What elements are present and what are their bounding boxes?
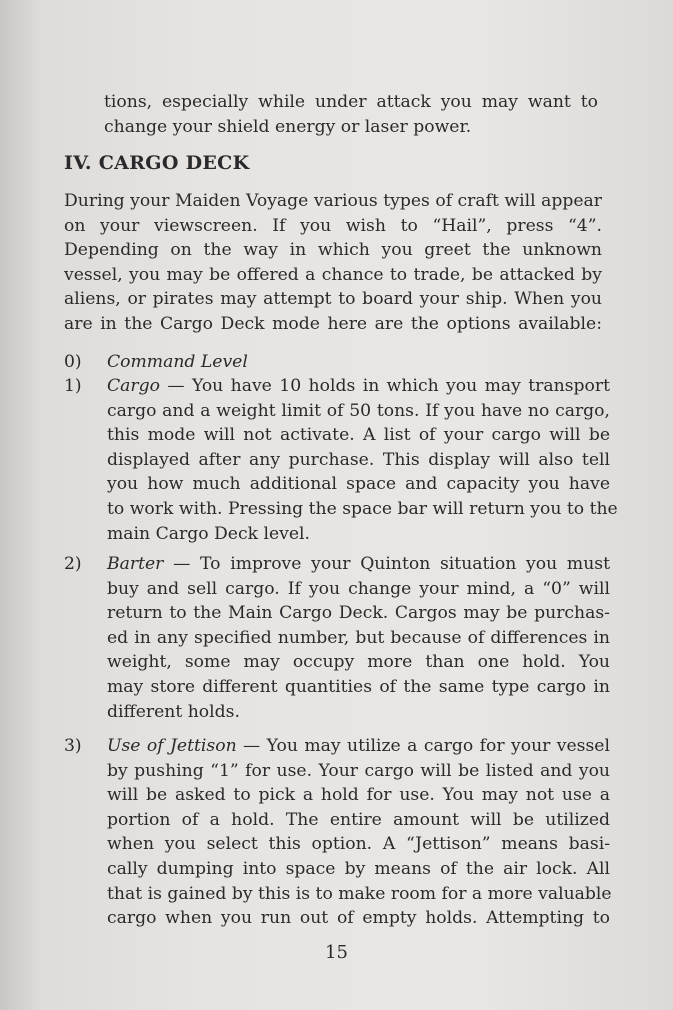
section-paragraph — [64, 189, 602, 337]
text-line: when you select this option. A “Jettison” means basi- — [107, 834, 610, 855]
text-line: that is gained by this is to make room for a more valuable — [107, 883, 612, 904]
option-term: Cargo — [107, 376, 160, 396]
option-term: Barter — [107, 554, 164, 574]
option-number: 2) — [64, 554, 82, 574]
option-body — [107, 374, 618, 546]
option-first-line: — To improve your Quinton situation you must — [163, 554, 610, 574]
section-heading: IV. CARGO DECK — [64, 152, 250, 174]
text-line: weight, some may occupy more than one hold. You — [107, 652, 610, 673]
text-line: return to the Main Cargo Deck. Cargos may be purchas- — [107, 603, 610, 624]
text-line: you how much additional space and capacity you have — [107, 474, 610, 495]
text-line: cally dumping into space by means of the air lock. All — [107, 858, 610, 879]
option-first-line: — You have 10 holds in which you may transport — [159, 376, 610, 396]
option-term: Use of Jettison — [107, 736, 237, 756]
text-line: on your viewscreen. If you wish to “Hail”, press “4”. — [64, 215, 602, 236]
option-number: 0) — [64, 352, 82, 372]
text-line: to work with. Pressing the space bar will return you to the — [107, 498, 618, 519]
text-line: portion of a hold. The entire amount will be utilized — [107, 809, 610, 830]
text-line: change your shield energy or laser power. — [104, 116, 472, 137]
text-line: displayed after any purchase. This display will also tell — [107, 449, 610, 470]
text-line: may store different quantities of the same type cargo in — [107, 676, 610, 697]
option-body — [107, 734, 610, 931]
text-line — [107, 374, 610, 399]
text-line: cargo when you run out of empty holds. Attempting to — [107, 908, 610, 929]
text-line: by pushing “1” for use. Your cargo will be listed and you — [107, 760, 610, 781]
intro-paragraph — [104, 90, 598, 139]
option-term: Command Level — [107, 352, 248, 372]
text-line: During your Maiden Voyage various types of craft will appear — [64, 191, 602, 211]
option-body — [107, 552, 610, 724]
option-body — [107, 350, 610, 375]
text-line: main Cargo Deck level. — [107, 523, 310, 544]
option-number: 3) — [64, 736, 82, 756]
text-line: aliens, or pirates may attempt to board your ship. When you — [64, 289, 602, 310]
text-line: are in the Cargo Deck mode here are the options available: — [64, 313, 602, 334]
page-number: 15 — [325, 942, 348, 963]
text-line: ed in any specified number, but because of differences in — [107, 627, 610, 648]
text-line: tions, especially while under attack you may want to — [104, 92, 598, 112]
text-line: this mode will not activate. A list of your cargo will be — [107, 425, 610, 446]
text-line — [107, 552, 610, 577]
text-line: cargo and a weight limit of 50 tons. If you have no cargo, — [107, 400, 610, 421]
text-line — [107, 734, 610, 759]
option-number: 1) — [64, 376, 82, 396]
option-first-line: — You may utilize a cargo for your vessel — [236, 736, 610, 756]
text-line: buy and sell cargo. If you change your mind, a “0” will — [107, 578, 610, 599]
text-line: will be asked to pick a hold for use. You may not use a — [107, 785, 610, 806]
text-line: vessel, you may be offered a chance to trade, be attacked by — [64, 264, 602, 285]
text-line: different holds. — [107, 701, 240, 722]
text-line: Depending on the way in which you greet the unknown — [64, 240, 602, 261]
